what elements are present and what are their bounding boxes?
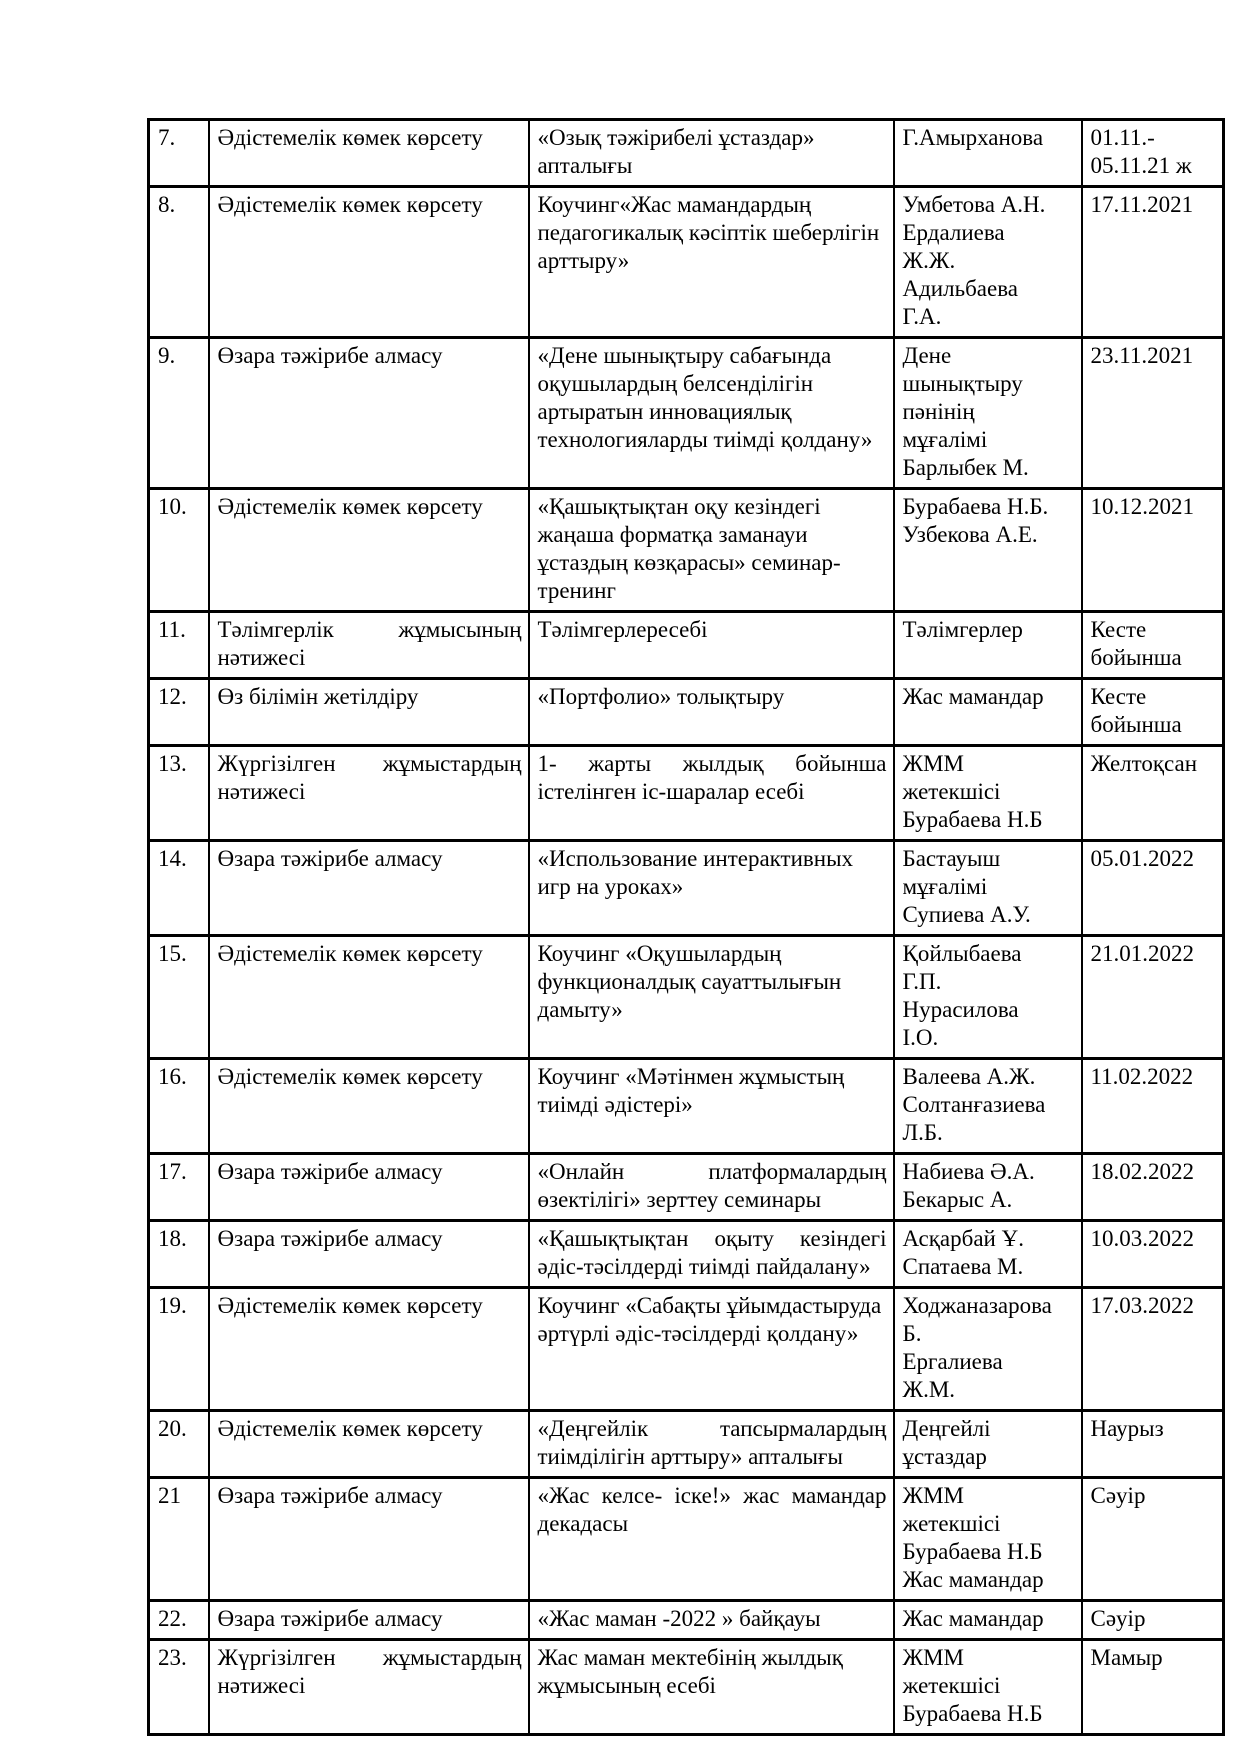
date-line: Сәуір — [1090, 1483, 1146, 1508]
responsible-person-line: Бурабаева Н.Б. — [902, 494, 1049, 519]
responsible-cell — [894, 841, 1082, 936]
date-cell — [1082, 1478, 1224, 1601]
responsible-cell — [894, 746, 1082, 841]
responsible-person-line: Жас мамандар — [902, 1567, 1044, 1592]
responsible-person-line: Барлыбек М. — [902, 455, 1029, 480]
responsible-person-line: Бурабаева Н.Б — [902, 1539, 1043, 1564]
activity-cell: Әдістемелік көмек көрсету — [209, 1059, 529, 1154]
responsible-person-line: Жас мамандар — [902, 684, 1044, 709]
table-row — [149, 1640, 1224, 1735]
row-number-cell: 18. — [149, 1221, 209, 1288]
responsible-person-line: жетекшісі — [902, 1511, 1001, 1536]
date-cell — [1082, 1059, 1224, 1154]
event-title-cell: «Қашықтықтан оқу кезіндегі жаңаша форматқа заманауи ұстаздың көзқарасы» семинар-тренинг — [529, 489, 894, 612]
responsible-person-line: Супиева А.У. — [902, 902, 1031, 927]
date-cell — [1082, 1640, 1224, 1735]
date-line: 17.03.2022 — [1090, 1293, 1194, 1318]
date-cell — [1082, 936, 1224, 1059]
responsible-cell — [894, 187, 1082, 338]
row-number-cell: 7. — [149, 120, 209, 187]
event-title-cell: 1- жарты жылдық бойынша істелінген іс-шаралар есебі — [529, 746, 894, 841]
row-number-cell: 10. — [149, 489, 209, 612]
responsible-person-line: Жас мамандар — [902, 1606, 1044, 1631]
responsible-person-line: Спатаева М. — [902, 1254, 1024, 1279]
date-cell — [1082, 612, 1224, 679]
date-line: бойынша — [1090, 712, 1182, 737]
table-row — [149, 1478, 1224, 1601]
event-title-cell: «Портфолио» толықтыру — [529, 679, 894, 746]
responsible-person-line: Ергалиева — [902, 1349, 1003, 1374]
responsible-person-line: І.О. — [902, 1025, 939, 1050]
responsible-person-line: Г.Амырханова — [902, 125, 1044, 150]
date-line: 01.11.- — [1090, 125, 1155, 150]
event-title-cell: Жас маман мектебінің жылдық жұмысының есебі — [529, 1640, 894, 1735]
event-title-cell: «Онлайн платформалардың өзектілігі» зерттеу семинары — [529, 1154, 894, 1221]
responsible-person-line: Тәлімгерлер — [902, 617, 1023, 642]
table-row — [149, 746, 1224, 841]
work-plan-table-body — [149, 120, 1224, 1735]
responsible-person-line: Бурабаева Н.Б — [902, 1701, 1043, 1726]
row-number-cell: 8. — [149, 187, 209, 338]
row-number-cell: 23. — [149, 1640, 209, 1735]
activity-cell: Өзара тәжірибе алмасу — [209, 841, 529, 936]
responsible-cell — [894, 489, 1082, 612]
row-number-cell: 15. — [149, 936, 209, 1059]
date-line: 05.11.21 ж — [1090, 153, 1192, 178]
responsible-person-line: Ердалиева — [902, 220, 1005, 245]
date-line: 18.02.2022 — [1090, 1159, 1194, 1184]
activity-cell: Өзара тәжірибе алмасу — [209, 1601, 529, 1640]
event-title-cell: «Жас маман -2022 » байқауы — [529, 1601, 894, 1640]
event-title-cell: Коучинг«Жас мамандардың педагогикалық кәсіптік шеберлігін арттыру» — [529, 187, 894, 338]
table-row — [149, 338, 1224, 489]
event-title-cell: Коучинг «Мәтінмен жұмыстың тиімді әдістері» — [529, 1059, 894, 1154]
row-number-cell: 14. — [149, 841, 209, 936]
table-row — [149, 489, 1224, 612]
responsible-person-line: Асқарбай Ұ. — [902, 1226, 1024, 1251]
date-line: 10.12.2021 — [1090, 494, 1194, 519]
table-row — [149, 1601, 1224, 1640]
activity-cell: Өзара тәжірибе алмасу — [209, 1478, 529, 1601]
table-row — [149, 612, 1224, 679]
date-line: Кесте — [1090, 684, 1147, 709]
responsible-person-line: ЖММ — [902, 751, 965, 776]
event-title-cell: «Дене шынықтыру сабағында оқушылардың белсенділігін артыратын инновациялық технологияларды тиімді қолдану» — [529, 338, 894, 489]
responsible-person-line: Б. — [902, 1321, 922, 1346]
date-cell — [1082, 120, 1224, 187]
responsible-cell — [894, 1154, 1082, 1221]
responsible-person-line: Л.Б. — [902, 1120, 943, 1145]
responsible-person-line: Солтанғазиева — [902, 1092, 1046, 1117]
table-row — [149, 120, 1224, 187]
responsible-cell — [894, 679, 1082, 746]
responsible-cell — [894, 1478, 1082, 1601]
responsible-person-line: шынықтыру — [902, 371, 1023, 396]
date-line: Сәуір — [1090, 1606, 1146, 1631]
table-row — [149, 1221, 1224, 1288]
activity-cell: Өзара тәжірибе алмасу — [209, 338, 529, 489]
responsible-cell — [894, 338, 1082, 489]
activity-cell: Әдістемелік көмек көрсету — [209, 1288, 529, 1411]
responsible-cell — [894, 1288, 1082, 1411]
table-row — [149, 1154, 1224, 1221]
responsible-person-line: мұғалімі — [902, 427, 988, 452]
date-cell — [1082, 1288, 1224, 1411]
date-cell — [1082, 746, 1224, 841]
responsible-person-line: Бастауыш — [902, 846, 1001, 871]
row-number-cell: 12. — [149, 679, 209, 746]
event-title-cell: «Использование интерактивных игр на уроках» — [529, 841, 894, 936]
responsible-person-line: Ходжаназарова — [902, 1293, 1052, 1318]
event-title-cell: Тәлімгерлересебі — [529, 612, 894, 679]
date-cell — [1082, 1221, 1224, 1288]
date-line: Мамыр — [1090, 1645, 1163, 1670]
row-number-cell: 9. — [149, 338, 209, 489]
responsible-cell — [894, 1601, 1082, 1640]
date-cell — [1082, 1601, 1224, 1640]
responsible-person-line: Валеева А.Ж. — [902, 1064, 1036, 1089]
responsible-person-line: Набиева Ә.А. — [902, 1159, 1035, 1184]
event-title-cell: Коучинг «Оқушылардың функционалдық сауаттылығын дамыту» — [529, 936, 894, 1059]
table-row — [149, 187, 1224, 338]
activity-cell: Өзара тәжірибе алмасу — [209, 1154, 529, 1221]
activity-cell: Жүргізілген жұмыстардың нәтижесі — [209, 746, 529, 841]
activity-cell: Әдістемелік көмек көрсету — [209, 120, 529, 187]
table-row — [149, 679, 1224, 746]
responsible-person-line: Узбекова А.Е. — [902, 522, 1038, 547]
responsible-cell — [894, 1411, 1082, 1478]
responsible-person-line: Умбетова А.Н. — [902, 192, 1046, 217]
activity-cell: Өз білімін жетілдіру — [209, 679, 529, 746]
date-line: 10.03.2022 — [1090, 1226, 1194, 1251]
responsible-cell — [894, 1640, 1082, 1735]
row-number-cell: 17. — [149, 1154, 209, 1221]
responsible-person-line: мұғалімі — [902, 874, 988, 899]
row-number-cell: 22. — [149, 1601, 209, 1640]
responsible-person-line: Г.А. — [902, 304, 942, 329]
responsible-person-line: пәнінің — [902, 399, 975, 424]
responsible-cell — [894, 936, 1082, 1059]
date-line: 11.02.2022 — [1090, 1064, 1194, 1089]
date-cell — [1082, 338, 1224, 489]
responsible-person-line: Нурасилова — [902, 997, 1019, 1022]
date-line: 21.01.2022 — [1090, 941, 1194, 966]
responsible-person-line: ЖММ — [902, 1645, 965, 1670]
responsible-person-line: Г.П. — [902, 969, 942, 994]
responsible-person-line: жетекшісі — [902, 779, 1001, 804]
row-number-cell: 19. — [149, 1288, 209, 1411]
event-title-cell: «Озық тәжірибелі ұстаздар» апталығы — [529, 120, 894, 187]
responsible-person-line: Деңгейлі — [902, 1416, 991, 1441]
work-plan-table — [147, 118, 1225, 1736]
responsible-person-line: жетекшісі — [902, 1673, 1001, 1698]
event-title-cell: «Қашықтықтан оқыту кезіндегі әдіс-тәсілдерді тиімді пайдалану» — [529, 1221, 894, 1288]
date-cell — [1082, 489, 1224, 612]
date-cell — [1082, 1411, 1224, 1478]
responsible-person-line: Дене — [902, 343, 952, 368]
activity-cell: Әдістемелік көмек көрсету — [209, 936, 529, 1059]
responsible-person-line: Адильбаева — [902, 276, 1018, 301]
row-number-cell: 16. — [149, 1059, 209, 1154]
event-title-cell: Коучинг «Сабақты ұйымдастыруда әртүрлі әдіс-тәсілдерді қолдану» — [529, 1288, 894, 1411]
activity-cell: Әдістемелік көмек көрсету — [209, 1411, 529, 1478]
date-line: Желтоқсан — [1090, 751, 1198, 776]
date-cell — [1082, 679, 1224, 746]
activity-cell: Әдістемелік көмек көрсету — [209, 187, 529, 338]
responsible-cell — [894, 1221, 1082, 1288]
date-line: Кесте — [1090, 617, 1147, 642]
row-number-cell: 13. — [149, 746, 209, 841]
responsible-person-line: Ж.М. — [902, 1377, 956, 1402]
table-row — [149, 936, 1224, 1059]
date-cell — [1082, 1154, 1224, 1221]
date-line: Наурыз — [1090, 1416, 1164, 1441]
responsible-person-line: ЖММ — [902, 1483, 965, 1508]
responsible-cell — [894, 120, 1082, 187]
table-row — [149, 841, 1224, 936]
row-number-cell: 20. — [149, 1411, 209, 1478]
responsible-cell — [894, 1059, 1082, 1154]
activity-cell: Тәлімгерлік жұмысының нәтижесі — [209, 612, 529, 679]
table-row — [149, 1411, 1224, 1478]
responsible-cell — [894, 612, 1082, 679]
responsible-person-line: ұстаздар — [902, 1444, 987, 1469]
activity-cell: Өзара тәжірибе алмасу — [209, 1221, 529, 1288]
event-title-cell: «Жас келсе- іске!» жас мамандар декадасы — [529, 1478, 894, 1601]
responsible-person-line: Қойлыбаева — [902, 941, 1022, 966]
date-cell — [1082, 187, 1224, 338]
date-line: 23.11.2021 — [1090, 343, 1194, 368]
date-line: бойынша — [1090, 645, 1182, 670]
responsible-person-line: Бурабаева Н.Б — [902, 807, 1043, 832]
activity-cell: Әдістемелік көмек көрсету — [209, 489, 529, 612]
table-row — [149, 1288, 1224, 1411]
responsible-person-line: Ж.Ж. — [902, 248, 956, 273]
row-number-cell: 21 — [149, 1478, 209, 1601]
table-row — [149, 1059, 1224, 1154]
responsible-person-line: Бекарыс А. — [902, 1187, 1013, 1212]
activity-cell: Жүргізілген жұмыстардың нәтижесі — [209, 1640, 529, 1735]
date-cell — [1082, 841, 1224, 936]
date-line: 05.01.2022 — [1090, 846, 1194, 871]
date-line: 17.11.2021 — [1090, 192, 1194, 217]
row-number-cell: 11. — [149, 612, 209, 679]
event-title-cell: «Деңгейлік тапсырмалардың тиімділігін арттыру» апталығы — [529, 1411, 894, 1478]
